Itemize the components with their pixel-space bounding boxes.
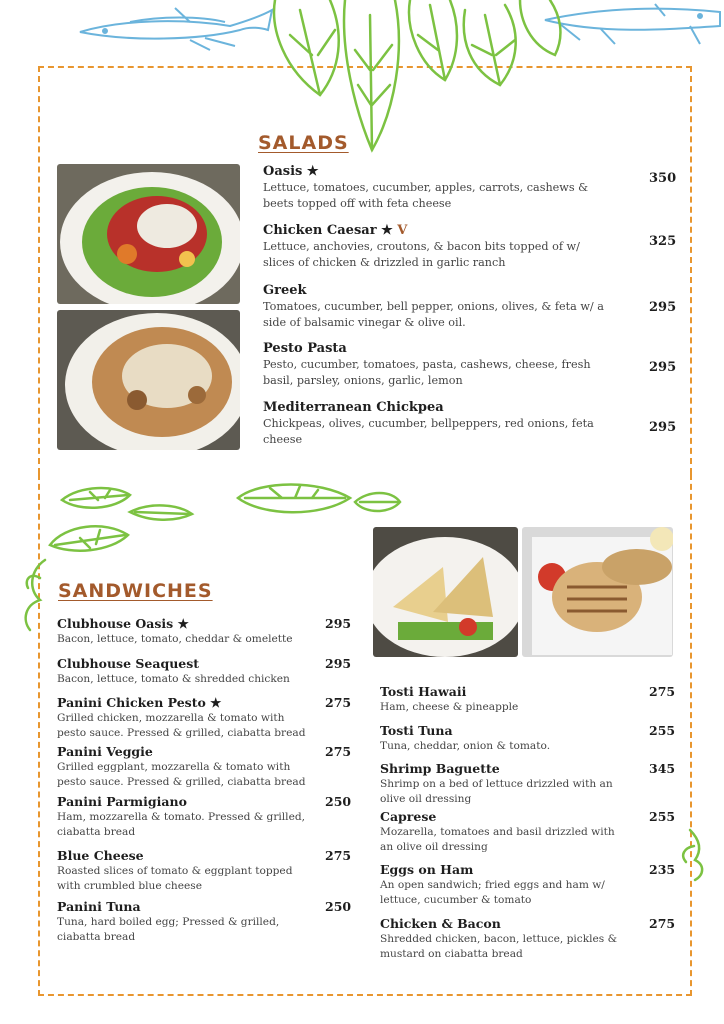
sandwich-item <box>57 848 307 894</box>
salad-item-name <box>263 400 608 416</box>
salad-item <box>263 400 608 448</box>
sandwich-item-price: 275 <box>649 916 676 931</box>
sandwich-item-desc: An open sandwich; fried eggs and ham w/ lettuce, cucumber & tomato <box>380 879 605 906</box>
sandwich-item-name-text: Panini Parmigiano <box>57 794 187 809</box>
salad-item-desc: Chickpeas, olives, cucumber, bellpeppers, red onions, feta cheese <box>263 417 594 446</box>
sandwich-item-desc: Ham, mozzarella & tomato. Pressed & grilled, ciabatta bread <box>57 811 305 838</box>
salad-item <box>263 223 608 271</box>
salad-item-desc: Lettuce, tomatoes, cucumber, apples, carrots, cashews & beets topped off with feta cheese <box>263 181 589 210</box>
sandwich-item-price: 345 <box>649 761 676 776</box>
sandwich-item-name <box>57 616 307 632</box>
salad-item-price: 325 <box>649 234 677 249</box>
sandwich-item <box>380 916 625 962</box>
sandwich-item-desc: Ham, cheese & pineapple <box>380 701 519 713</box>
sandwich-item-desc: Bacon, lettuce, tomato & shredded chicken <box>57 673 290 685</box>
sandwich-item-desc: Shrimp on a bed of lettuce drizzled with an olive oil dressing <box>380 778 613 805</box>
sandwich-item-price: 295 <box>325 656 352 671</box>
sandwich-item-name-text: Blue Cheese <box>57 848 144 863</box>
sandwich-item-name <box>380 723 625 739</box>
sandwich-item <box>57 695 307 741</box>
fish-left-icon <box>80 8 272 50</box>
fish-right-icon <box>545 4 720 44</box>
sandwich-item-name-text: Clubhouse Oasis <box>57 616 174 631</box>
sandwich-item <box>57 899 307 945</box>
salad-photo-1 <box>57 164 240 304</box>
sandwich-item <box>57 656 307 687</box>
sandwich-item-name-text: Panini Chicken Pesto <box>57 695 206 710</box>
sandwich-item-desc: Shredded chicken, bacon, lettuce, pickles & mustard on ciabatta bread <box>380 933 618 960</box>
star-icon: ★ <box>210 695 222 710</box>
salad-item <box>263 283 608 331</box>
sandwich-item-price: 235 <box>649 862 676 877</box>
sandwich-item <box>380 862 625 908</box>
sandwich-item-name <box>380 761 625 777</box>
salad-item-name <box>263 164 608 180</box>
sandwich-item-name <box>380 809 625 825</box>
sandwich-item-desc: Roasted slices of tomato & eggplant topped with crumbled blue cheese <box>57 865 293 892</box>
star-icon: ★ <box>381 223 393 238</box>
sandwich-item-name-text: Eggs on Ham <box>380 862 474 877</box>
salad-item-desc: Lettuce, anchovies, croutons, & bacon bits topped of w/ slices of chicken & drizzled in garlic ranch <box>263 240 580 269</box>
sandwich-item-desc: Grilled eggplant, mozzarella & tomato with pesto sauce. Pressed & grilled, ciabatta bread <box>57 761 306 788</box>
sandwich-item-price: 255 <box>649 809 676 824</box>
sandwich-item-desc: Mozarella, tomatoes and basil drizzled with an olive oil dressing <box>380 826 615 853</box>
salads-title: SALADS <box>258 132 349 154</box>
star-icon: ★ <box>177 616 189 631</box>
sandwich-item-name <box>380 684 625 700</box>
sandwich-item-name <box>57 794 307 810</box>
sandwich-item <box>57 794 307 840</box>
salad-item-name-text: Greek <box>263 283 307 298</box>
sandwich-photo-2 <box>522 527 673 657</box>
sandwich-item-desc: Tuna, hard boiled egg; Pressed & grilled, ciabatta bread <box>57 916 280 943</box>
sandwich-item-name <box>57 848 307 864</box>
sandwich-item-price: 295 <box>325 616 352 631</box>
sandwich-item-name <box>57 744 307 760</box>
sandwich-item-name <box>57 899 307 915</box>
sandwich-item-name <box>380 916 625 932</box>
salad-item-name <box>263 223 608 239</box>
sandwich-item-price: 275 <box>325 695 352 710</box>
sandwich-item-name-text: Clubhouse Seaquest <box>57 656 200 671</box>
salad-item <box>263 341 608 389</box>
sandwich-item <box>57 744 307 790</box>
salad-item-desc: Pesto, cucumber, tomatoes, pasta, cashews, cheese, fresh basil, parsley, onions, garlic, lemon <box>263 358 591 387</box>
sandwich-item <box>57 616 307 647</box>
sandwich-item-name <box>57 695 307 711</box>
vegetarian-badge: V <box>397 223 408 238</box>
sandwich-item <box>380 723 625 754</box>
sandwich-photo-1 <box>373 527 518 657</box>
salad-item-desc: Tomatoes, cucumber, bell pepper, onions, olives, & feta w/ a side of balsamic vinegar & olive oil. <box>263 300 604 329</box>
salad-item <box>263 164 608 212</box>
salad-item-price: 295 <box>649 300 677 315</box>
salad-photo-2 <box>57 310 240 450</box>
sandwich-item-name-text: Tosti Hawaii <box>380 684 467 699</box>
sandwich-item-price: 250 <box>325 899 352 914</box>
salad-item-name <box>263 283 608 299</box>
salad-item-name-text: Mediterranean Chickpea <box>263 400 444 415</box>
sandwich-item-price: 275 <box>325 848 352 863</box>
sandwich-item <box>380 761 625 807</box>
sandwich-item <box>380 684 625 715</box>
star-icon: ★ <box>306 164 319 179</box>
salad-item-price: 350 <box>649 171 677 186</box>
salad-item-name-text: Oasis <box>263 164 303 179</box>
sandwich-item-name-text: Shrimp Baguette <box>380 761 500 776</box>
sandwich-item-name <box>380 862 625 878</box>
sandwich-item-name-text: Caprese <box>380 809 437 824</box>
sandwich-item <box>380 809 625 855</box>
sandwich-item-price: 275 <box>649 684 676 699</box>
sandwich-item-desc: Tuna, cheddar, onion & tomato. <box>380 740 551 752</box>
salad-item-name <box>263 341 608 357</box>
sandwich-item-price: 250 <box>325 794 352 809</box>
sandwich-item-desc: Grilled chicken, mozzarella & tomato with pesto sauce. Pressed & grilled, ciabatta bread <box>57 712 306 739</box>
sandwich-item-name-text: Panini Veggie <box>57 744 153 759</box>
salad-item-name-text: Pesto Pasta <box>263 341 347 356</box>
sandwich-item-name-text: Tosti Tuna <box>380 723 453 738</box>
sandwich-item-price: 255 <box>649 723 676 738</box>
sandwich-item-desc: Bacon, lettuce, tomato, cheddar & omelette <box>57 633 293 645</box>
salad-item-name-text: Chicken Caesar <box>263 223 377 238</box>
sandwiches-title: SANDWICHES <box>58 580 213 602</box>
sandwich-item-name-text: Panini Tuna <box>57 899 141 914</box>
salad-item-price: 295 <box>649 360 677 375</box>
sandwich-item-name <box>57 656 307 672</box>
salad-item-price: 295 <box>649 420 677 435</box>
sandwich-item-name-text: Chicken & Bacon <box>380 916 501 931</box>
sandwich-item-price: 275 <box>325 744 352 759</box>
